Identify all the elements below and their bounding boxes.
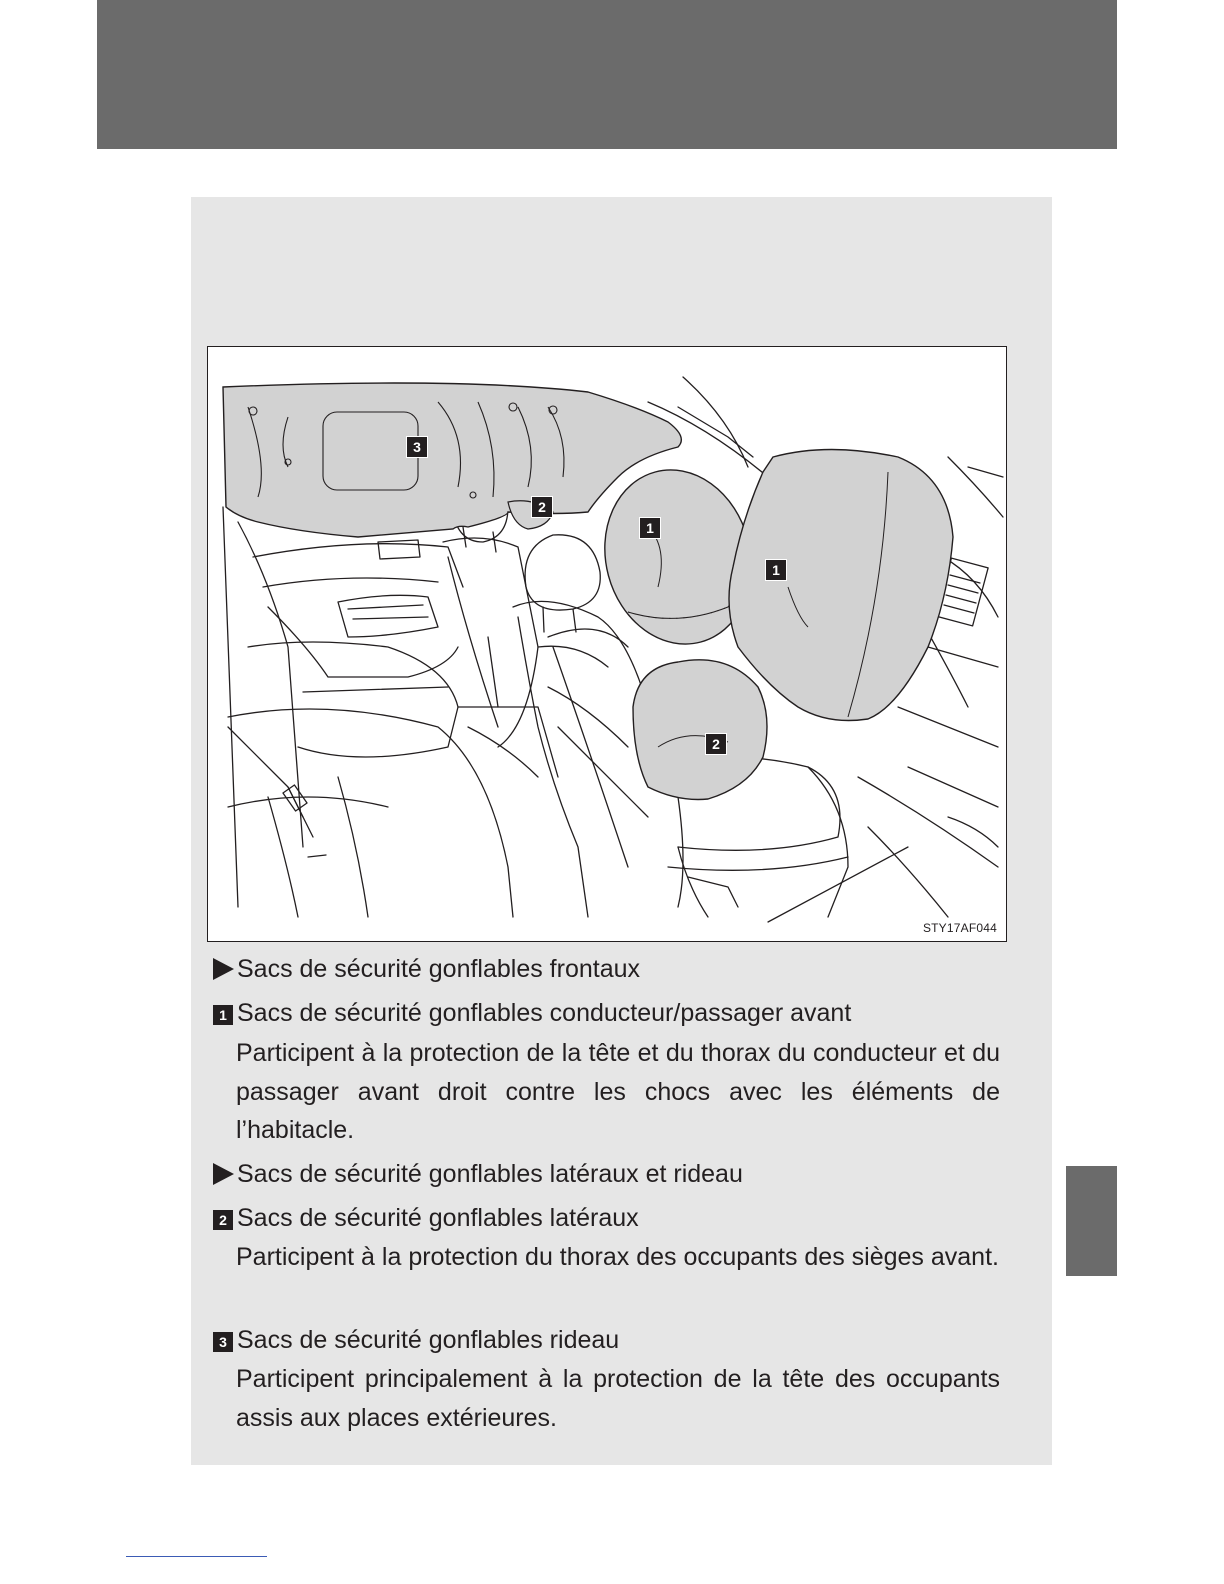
airbag-illustration (207, 346, 1007, 942)
item1-title (213, 998, 851, 1028)
number-2-icon: 2 (213, 1210, 233, 1230)
header-band (97, 0, 1117, 149)
triangle-bullet-icon (213, 1163, 234, 1185)
frontal-header-text: Sacs de sécurité gonflables frontaux (237, 955, 641, 983)
figure-code: STY17AF044 (922, 921, 997, 935)
frontal-airbags-header (213, 954, 640, 984)
footer-rule (126, 1556, 267, 1557)
callout-3: 3 (407, 437, 427, 457)
item3-title (213, 1325, 619, 1355)
item1-description: Participent à la protection de la tête et du thorax du conducteur et du passager avant droit contre les chocs avec les éléments de l’habitacle. (236, 1039, 1000, 1144)
callout-2-lower: 2 (706, 734, 726, 754)
airbag-drawing (208, 347, 1007, 942)
side-curtain-header (213, 1159, 743, 1189)
number-1-icon: 1 (213, 1005, 233, 1025)
callout-2-upper: 2 (532, 497, 552, 517)
item2-title (213, 1203, 639, 1233)
item2-title-text: Sacs de sécurité gonflables latéraux (237, 1204, 639, 1232)
item2-description: Participent à la protection du thorax des occupants des sièges avant. (236, 1243, 999, 1271)
number-3-icon: 3 (213, 1332, 233, 1352)
triangle-bullet-icon (213, 958, 234, 980)
item3-description: Participent principalement à la protection de la tête des occupants assis aux places extérieures. (236, 1365, 1000, 1432)
side-header-text: Sacs de sécurité gonflables latéraux et rideau (237, 1160, 743, 1188)
callout-1-passenger: 1 (766, 560, 786, 580)
item1-title-text: Sacs de sécurité gonflables conducteur/passager avant (237, 999, 852, 1027)
callout-1-driver: 1 (640, 518, 660, 538)
chapter-tab (1066, 1166, 1117, 1276)
item3-title-text: Sacs de sécurité gonflables rideau (237, 1326, 620, 1354)
